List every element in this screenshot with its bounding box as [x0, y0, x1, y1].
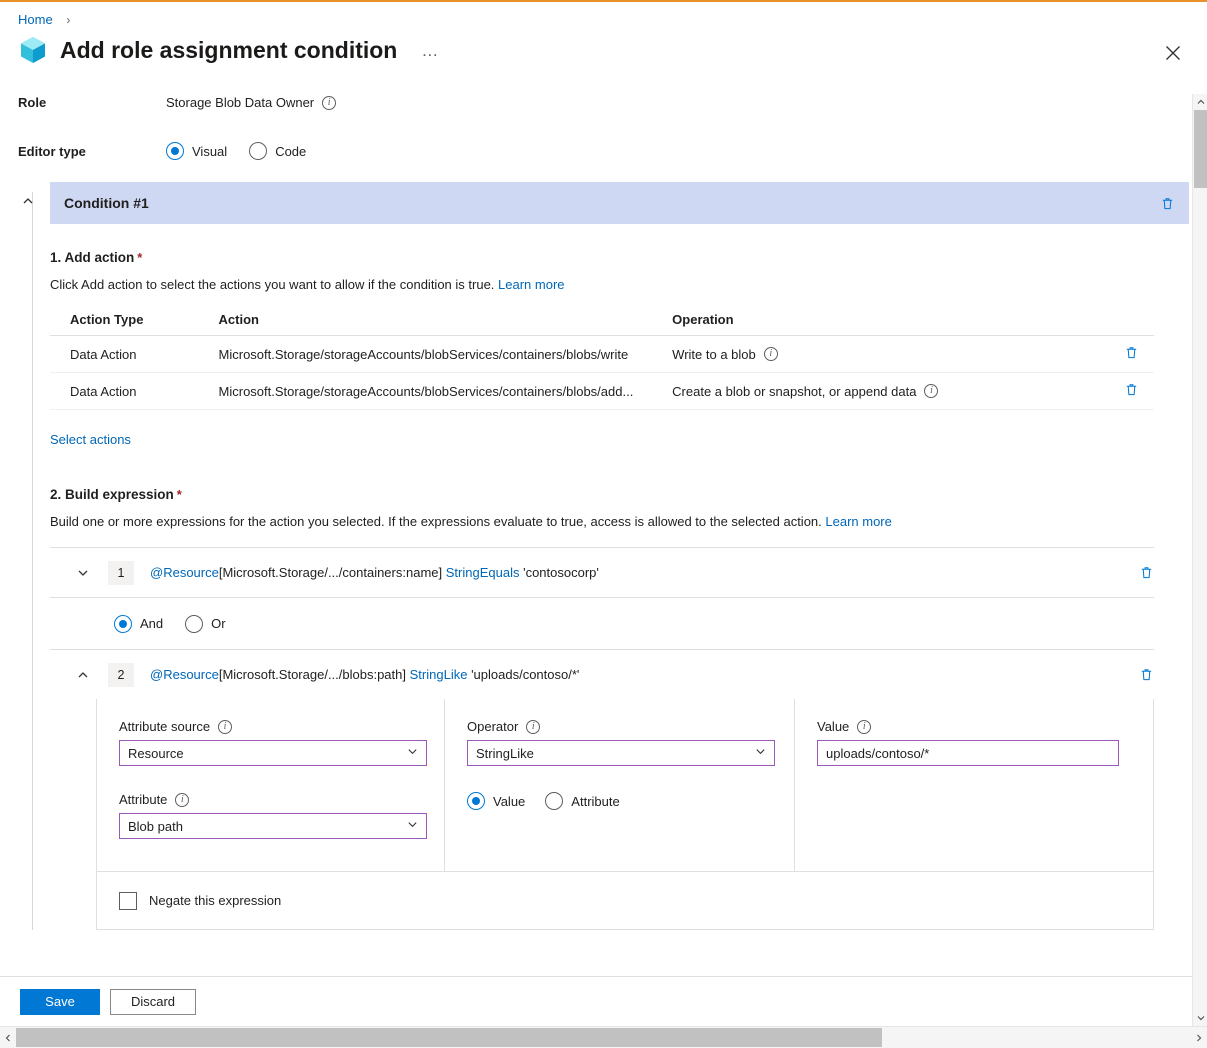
role-info-icon[interactable]: i: [322, 96, 336, 110]
build-expression-learn-more-link[interactable]: Learn more: [825, 514, 892, 529]
logical-operator-or-label: Or: [211, 616, 226, 631]
operator-label: Operator: [467, 719, 519, 734]
cell-action: Microsoft.Storage/storageAccounts/blobServices/containers/blobs/add...: [199, 373, 653, 410]
attribute-source-dropdown[interactable]: [119, 740, 427, 766]
condition-collapse-icon[interactable]: [22, 196, 34, 211]
role-value: Storage Blob Data Owner: [166, 95, 315, 110]
editor-type-row: [0, 132, 1207, 160]
save-button[interactable]: Save: [20, 989, 100, 1015]
role-row: [0, 85, 1207, 110]
scroll-right-icon[interactable]: [1191, 1027, 1207, 1048]
column-header-delete: [1094, 306, 1154, 336]
condition-title: Condition #1: [64, 195, 149, 211]
operator-column: [445, 699, 795, 871]
negate-expression-row: [97, 871, 1153, 929]
value-option[interactable]: [467, 792, 525, 810]
editor-type-option-visual[interactable]: [166, 142, 227, 160]
value-input-text: uploads/contoso/*: [826, 745, 930, 761]
delete-condition-icon[interactable]: [1160, 196, 1175, 211]
expression-1-operator: StringEquals: [445, 565, 520, 580]
scroll-down-icon[interactable]: [1193, 1010, 1207, 1026]
delete-expression-1-icon[interactable]: [1139, 565, 1154, 580]
expression-detail-columns: [97, 699, 1153, 871]
cell-action: Microsoft.Storage/storageAccounts/blobServices/containers/blobs/write: [199, 336, 653, 373]
radio-attribute-icon[interactable]: [545, 792, 563, 810]
value-option-label: Value: [493, 793, 526, 809]
expression-2-attribute: [Microsoft.Storage/.../blobs:path]: [218, 667, 406, 682]
attribute-source-label-row: [119, 719, 422, 734]
expression-1-number: 1: [108, 561, 134, 585]
expression-2-value: 'uploads/contoso/*': [471, 667, 580, 682]
cell-operation-text: Write to a blob: [672, 346, 756, 362]
column-header-action-type: Action Type: [50, 306, 199, 336]
attribute-option-label: Attribute: [571, 793, 620, 809]
value-label-row: [817, 719, 1131, 734]
build-expression-required-mark: *: [176, 487, 182, 502]
value-attribute-radio-group: [467, 792, 772, 810]
column-header-operation: Operation: [652, 306, 1094, 336]
add-action-title-text: 1. Add action: [50, 250, 135, 265]
vertical-scrollbar[interactable]: [1192, 94, 1207, 1026]
scroll-up-icon[interactable]: [1193, 94, 1207, 110]
editor-type-code-label: Code: [275, 143, 307, 159]
add-action-learn-more-link[interactable]: Learn more: [498, 277, 565, 292]
build-expression-title-text: 2. Build expression: [50, 487, 174, 502]
operator-dropdown[interactable]: [467, 740, 775, 766]
expression-2-collapse-icon[interactable]: [72, 669, 94, 681]
value-info-icon[interactable]: i: [857, 720, 871, 734]
operator-value: StringLike: [476, 745, 534, 761]
value-column: [795, 699, 1153, 871]
chevron-down-icon: [407, 746, 418, 760]
delete-action-icon[interactable]: [1124, 382, 1139, 397]
editor-type-visual-label: Visual: [192, 143, 228, 159]
cell-operation: [652, 373, 1094, 410]
condition-content: [0, 182, 1207, 930]
expression-1-resource: @Resource: [150, 565, 219, 580]
add-action-title: [50, 250, 1189, 265]
chevron-down-icon: [407, 819, 418, 833]
build-expression-description: [50, 514, 1189, 529]
expression-1-attribute: [Microsoft.Storage/.../containers:name]: [218, 565, 443, 580]
expression-1-text: [150, 565, 599, 580]
logical-operator-and[interactable]: [114, 615, 163, 633]
expression-2-detail-panel: [96, 699, 1154, 930]
cube-icon: [18, 35, 48, 65]
cell-operation: [652, 336, 1094, 373]
expression-2-operator: StringLike: [409, 667, 468, 682]
attribute-value: Blob path: [128, 818, 183, 834]
cell-action-type: Data Action: [50, 336, 199, 373]
editor-type-label: Editor type: [18, 143, 86, 159]
radio-visual-icon[interactable]: [166, 142, 184, 160]
role-label: Role: [18, 95, 47, 110]
more-options-button[interactable]: …: [421, 40, 440, 60]
attribute-source-info-icon[interactable]: i: [218, 720, 232, 734]
logical-operator-and-label: And: [140, 616, 164, 631]
expression-1-value: 'contosocorp': [523, 565, 599, 580]
expression-1-expand-icon[interactable]: [72, 567, 94, 579]
operator-label-row: [467, 719, 772, 734]
actions-table: [50, 306, 1154, 410]
radio-value-icon[interactable]: [467, 792, 485, 810]
build-expression-section: [50, 487, 1189, 930]
negate-expression-checkbox[interactable]: [119, 892, 137, 910]
discard-button[interactable]: Discard: [110, 989, 196, 1015]
operation-info-icon[interactable]: i: [924, 384, 938, 398]
expression-2-text: [150, 667, 579, 682]
delete-expression-2-icon[interactable]: [1139, 667, 1154, 682]
attribute-info-icon[interactable]: i: [175, 793, 189, 807]
close-icon[interactable]: [1159, 39, 1187, 67]
cell-delete: [1094, 336, 1154, 373]
delete-action-icon[interactable]: [1124, 345, 1139, 360]
breadcrumb: [0, 2, 1207, 33]
attribute-source-value: Resource: [128, 745, 184, 761]
column-header-action: Action: [199, 306, 653, 336]
expression-row-2[interactable]: [50, 649, 1154, 699]
role-value-group: [166, 95, 336, 110]
radio-and-icon[interactable]: [114, 615, 132, 633]
expression-2-number: 2: [108, 663, 134, 687]
radio-or-icon[interactable]: [185, 615, 203, 633]
add-action-description-text: Click Add action to select the actions you want to allow if the condition is true.: [50, 277, 495, 292]
chevron-down-icon: [755, 746, 766, 760]
condition-scroll-area: [0, 182, 1207, 976]
value-input[interactable]: [817, 740, 1119, 766]
breadcrumb-chevron-icon: ›: [66, 13, 71, 27]
condition-vertical-rule: [32, 192, 33, 930]
negate-expression-label: Negate this expression: [149, 893, 282, 908]
condition-header: [50, 182, 1189, 224]
attribute-label: Attribute: [119, 792, 168, 807]
select-actions-link[interactable]: Select actions: [50, 432, 131, 447]
cell-action-type: Data Action: [50, 373, 199, 410]
table-row: [50, 373, 1154, 410]
add-action-description: [50, 277, 1189, 292]
attribute-label-row: [119, 792, 422, 807]
footer-actions: [0, 976, 1207, 1026]
condition-card: [18, 182, 1189, 930]
page-title: Add role assignment condition: [60, 36, 398, 63]
add-action-section: [50, 250, 1189, 447]
cell-operation-content: [672, 347, 1090, 362]
logical-operator-row: [50, 597, 1154, 649]
editor-type-radio-group: [166, 142, 306, 160]
attribute-source-column: [97, 699, 445, 871]
expression-row-1[interactable]: [50, 547, 1154, 597]
add-action-required-mark: *: [137, 250, 143, 265]
attribute-option[interactable]: [545, 792, 619, 810]
attribute-dropdown[interactable]: [119, 813, 427, 839]
build-expression-title: [50, 487, 1189, 502]
radio-code-icon[interactable]: [249, 142, 267, 160]
actions-table-header-row: [50, 306, 1154, 336]
vertical-scrollbar-thumb[interactable]: [1194, 110, 1207, 188]
cell-delete: [1094, 373, 1154, 410]
editor-type-option-code[interactable]: [249, 142, 306, 160]
cell-operation-content: [672, 384, 1090, 399]
logical-operator-or[interactable]: [185, 615, 225, 633]
table-row: [50, 336, 1154, 373]
operation-info-icon[interactable]: i: [764, 347, 778, 361]
horizontal-scrollbar-thumb[interactable]: [16, 1028, 882, 1047]
build-expression-description-text: Build one or more expressions for the action you selected. If the expressions evaluate to true, access is allowed to the selected action.: [50, 514, 822, 529]
breadcrumb-home-link[interactable]: Home: [18, 12, 53, 27]
value-label: Value: [817, 719, 850, 734]
horizontal-scrollbar[interactable]: [0, 1026, 1207, 1048]
operator-info-icon[interactable]: i: [526, 720, 540, 734]
title-row: [0, 33, 1207, 65]
attribute-source-label: Attribute source: [119, 719, 211, 734]
cell-operation-text: Create a blob or snapshot, or append data: [672, 383, 917, 399]
scroll-left-icon[interactable]: [0, 1027, 16, 1048]
expression-2-resource: @Resource: [150, 667, 219, 682]
